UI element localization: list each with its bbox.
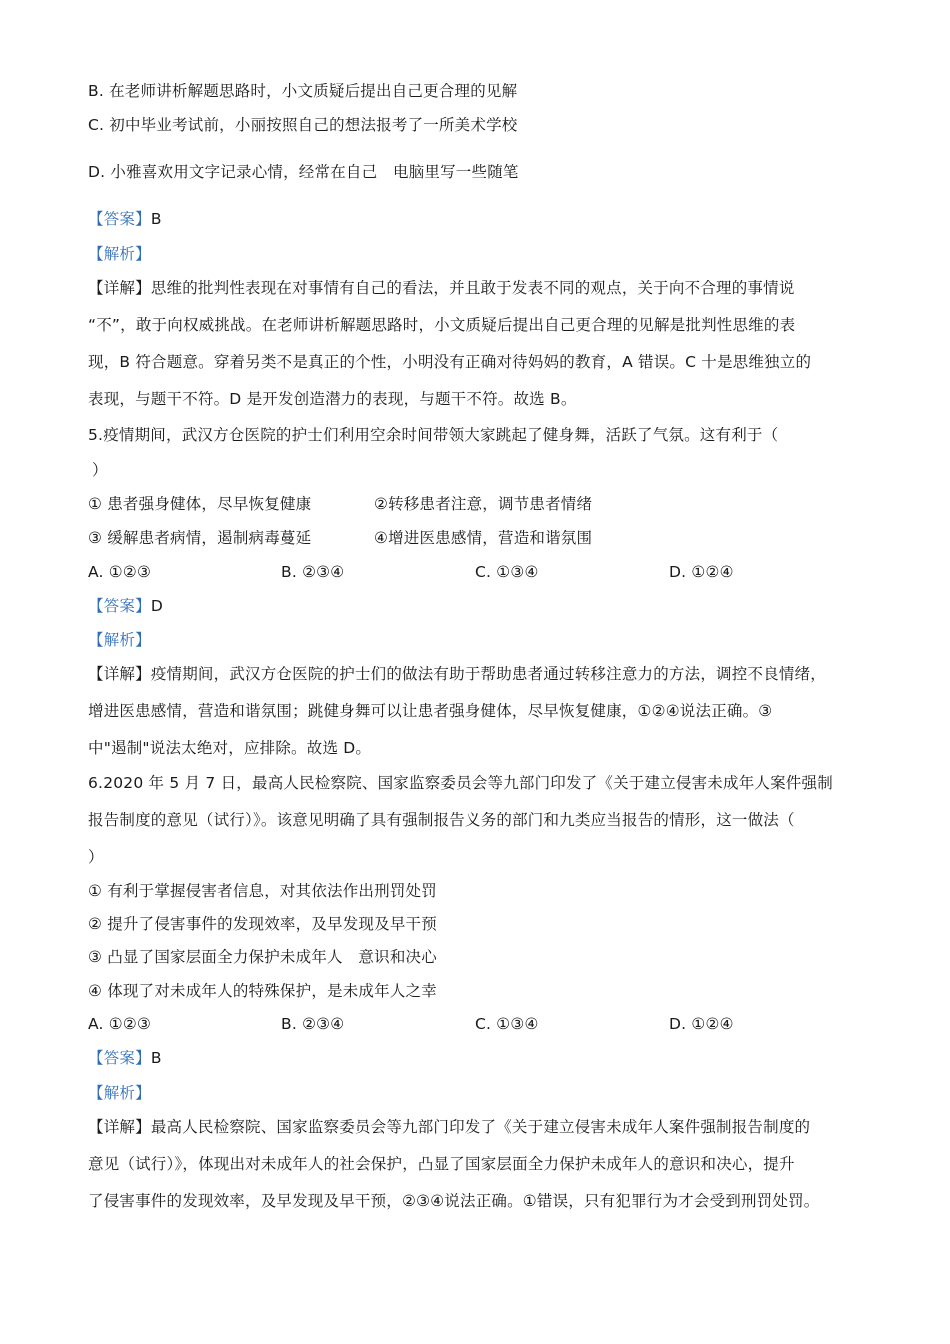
answer-tag: 【答案】 [88, 597, 151, 615]
q4-option-d: D. 小雅喜欢用文字记录心情，经常在自己 电脑里写一些随笔 [88, 163, 519, 181]
q5-detail-line3: 中"遏制"说法太绝对，应排除。故选 D。 [88, 739, 372, 757]
answer-value: B [150, 1049, 162, 1067]
q4-analysis-tag: 【解析】 [88, 245, 151, 263]
q6-detail-line3: 了侵害事件的发现效率，及早发现及早干预，②③④说法正确。①错误，只有犯罪行为才会受到刑罚处罚。 [88, 1192, 820, 1210]
q6-stem-line2: 报告制度的意见（试行）》。该意见明确了具有强制报告义务的部门和九类应当报告的情形，这一做法（ [88, 811, 795, 829]
q6-item4: ④ 体现了对未成年人的特殊保护，是未成年人之幸 [88, 982, 437, 1000]
q5-detail-line1 [88, 664, 826, 684]
q6-stem-line1: 6.2020 年 5 月 7 日，最高人民检察院、国家监察委员会等九部门印发了《关于建立侵害未成年人案件强制 [88, 774, 833, 792]
q4-option-c: C. 初中毕业考试前，小丽按照自己的想法报考了一所美术学校 [88, 116, 518, 134]
detail-text: 疫情期间，武汉方仓医院的护士们的做法有助于帮助患者通过转移注意力的方法，调控不良情绪， [150, 665, 826, 683]
q5-item2: ②转移患者注意，调节患者情绪 [374, 495, 593, 513]
answer-value: B [150, 210, 162, 228]
q6-option-c: C. ①③④ [475, 1015, 539, 1033]
q5-item3: ③ 缓解患者病情，遏制病毒蔓延 [88, 529, 312, 547]
detail-tag: 【详解】 [88, 665, 151, 683]
q5-answer [88, 596, 163, 616]
q5-option-d: D. ①②④ [669, 563, 734, 581]
q6-item2: ② 提升了侵害事件的发现效率，及早发现及早干预 [88, 915, 437, 933]
q6-detail-line1 [88, 1117, 810, 1137]
q5-analysis-tag: 【解析】 [88, 631, 151, 649]
q4-detail-line3: 现，B 符合题意。穿着另类不是真正的个性，小明没有正确对待妈妈的教育，A 错误。C 十是思维独立的 [88, 353, 812, 371]
detail-text: 最高人民检察院、国家监察委员会等九部门印发了《关于建立侵害未成年人案件强制报告制度的 [150, 1118, 811, 1136]
q5-item1: ① 患者强身健体，尽早恢复健康 [88, 495, 312, 513]
q6-detail-line2: 意见（试行）》，体现出对未成年人的社会保护，凸显了国家层面全力保护未成年人的意识和决心，提升 [88, 1155, 795, 1173]
detail-text: 思维的批判性表现在对事情有自己的看法，并且敢于发表不同的观点，关于向不合理的事情说 [150, 279, 795, 297]
q6-option-d: D. ①②④ [669, 1015, 734, 1033]
q6-option-b: B. ②③④ [281, 1015, 345, 1033]
q4-detail-line4: 表现，与题干不符。D 是开发创造潜力的表现，与题干不符。故选 B。 [88, 390, 577, 408]
q5-option-a: A. ①②③ [88, 563, 152, 581]
q5-stem-line1: 5.疫情期间，武汉方仓医院的护士们利用空余时间带领大家跳起了健身舞，活跃了气氛。这有利于（ [88, 426, 779, 444]
q6-answer [88, 1048, 162, 1068]
answer-value: D [150, 597, 163, 615]
q5-stem-line2: ） [92, 461, 108, 479]
answer-tag: 【答案】 [88, 1049, 151, 1067]
q4-answer [88, 209, 162, 229]
answer-tag: 【答案】 [88, 210, 151, 228]
q5-detail-line2: 增进医患感情，营造和谐氛围；跳健身舞可以让患者强身健体，尽早恢复健康，①②④说法正确。③ [88, 702, 773, 720]
detail-tag: 【详解】 [88, 279, 151, 297]
q5-item4: ④增进医患感情，营造和谐氛围 [374, 529, 593, 547]
q6-analysis-tag: 【解析】 [88, 1084, 151, 1102]
q6-item1: ① 有利于掌握侵害者信息，对其依法作出刑罚处罚 [88, 882, 437, 900]
q4-detail-line2: “不”，敢于向权威挑战。在老师讲析解题思路时，小文质疑后提出自己更合理的见解是批判性思维的表 [88, 316, 796, 334]
q6-item3: ③ 凸显了国家层面全力保护未成年人 意识和决心 [88, 948, 437, 966]
q5-option-b: B. ②③④ [281, 563, 345, 581]
q4-option-b: B. 在老师讲析解题思路时，小文质疑后提出自己更合理的见解 [88, 82, 518, 100]
q5-option-c: C. ①③④ [475, 563, 539, 581]
q4-detail-line1 [88, 278, 795, 298]
q6-option-a: A. ①②③ [88, 1015, 152, 1033]
q6-stem-line3: ） [88, 848, 104, 866]
detail-tag: 【详解】 [88, 1118, 151, 1136]
